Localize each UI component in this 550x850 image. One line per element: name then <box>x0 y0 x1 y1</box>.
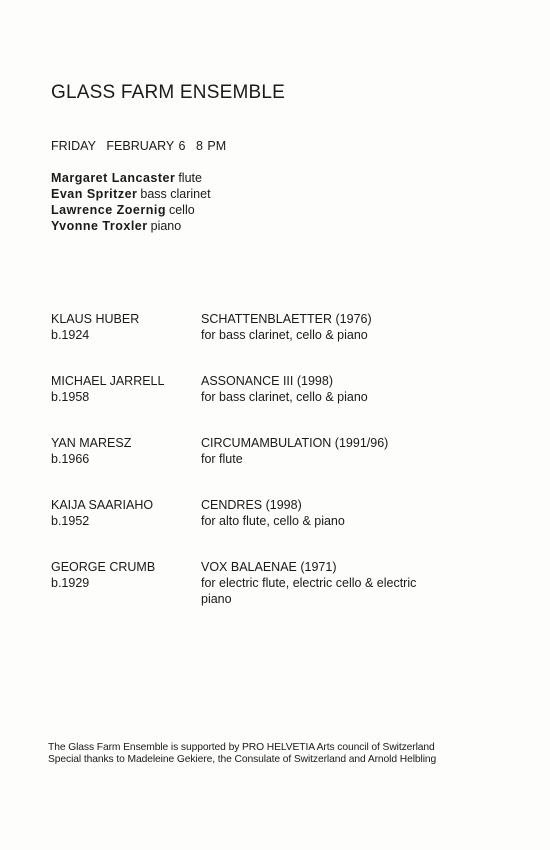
performer-list <box>51 170 211 234</box>
performer-item <box>51 218 211 234</box>
concert-day: FRIDAY <box>51 139 96 153</box>
piece-block <box>201 373 436 405</box>
performer-item <box>51 202 211 218</box>
composer-born: b.1924 <box>51 328 90 342</box>
piece-block <box>201 311 436 343</box>
performer-name: Lawrence Zoernig <box>51 203 166 217</box>
piece-title: CENDRES (1998) <box>201 498 302 512</box>
composer-block <box>51 373 196 405</box>
composer-name: GEORGE CRUMB <box>51 560 156 574</box>
composer-block <box>51 497 196 529</box>
ensemble-title: GLASS FARM ENSEMBLE <box>51 82 285 103</box>
piece-title: VOX BALAENAE (1971) <box>201 560 337 574</box>
performer-instrument: cello <box>168 203 195 217</box>
performer-instrument: bass clarinet <box>140 187 211 201</box>
performer-name: Margaret Lancaster <box>51 171 176 185</box>
piece-scoring: for electric flute, electric cello & electric piano <box>201 576 417 606</box>
thanks-line: Special thanks to Madeleine Gekiere, the Consulate of Switzerland and Arnold Helbling <box>48 754 437 765</box>
composer-born: b.1966 <box>51 452 90 466</box>
concert-time: 8 PM <box>195 139 227 153</box>
performer-instrument: flute <box>178 171 202 185</box>
piece-title: ASSONANCE III (1998) <box>201 374 333 388</box>
piece-scoring: for bass clarinet, cello & piano <box>201 328 368 342</box>
composer-block <box>51 559 196 591</box>
acknowledgements <box>48 742 436 766</box>
performer-name: Evan Spritzer <box>51 187 138 201</box>
performer-instrument: piano <box>150 219 182 233</box>
performer-name: Yvonne Troxler <box>51 219 148 233</box>
composer-name: YAN MARESZ <box>51 436 132 450</box>
performer-item <box>51 170 211 186</box>
piece-block <box>201 497 436 529</box>
composer-born: b.1952 <box>51 514 90 528</box>
composer-block <box>51 311 196 343</box>
composer-block <box>51 435 196 467</box>
performer-item <box>51 186 211 202</box>
piece-block <box>201 435 436 467</box>
piece-scoring: for alto flute, cello & piano <box>201 514 345 528</box>
piece-title: CIRCUMAMBULATION (1991/96) <box>201 436 389 450</box>
composer-born: b.1929 <box>51 576 90 590</box>
concert-date <box>51 139 232 153</box>
piece-block <box>201 559 436 607</box>
composer-born: b.1958 <box>51 390 90 404</box>
composer-name: KLAUS HUBER <box>51 312 140 326</box>
composer-name: KAIJA SAARIAHO <box>51 498 154 512</box>
support-line: The Glass Farm Ensemble is supported by PRO HELVETIA Arts council of Switzerland <box>48 742 435 753</box>
piece-scoring: for flute <box>201 452 243 466</box>
composer-name: MICHAEL JARRELL <box>51 374 165 388</box>
piece-title: SCHATTENBLAETTER (1976) <box>201 312 372 326</box>
concert-month-day: FEBRUARY 6 <box>106 139 186 153</box>
piece-scoring: for bass clarinet, cello & piano <box>201 390 368 404</box>
